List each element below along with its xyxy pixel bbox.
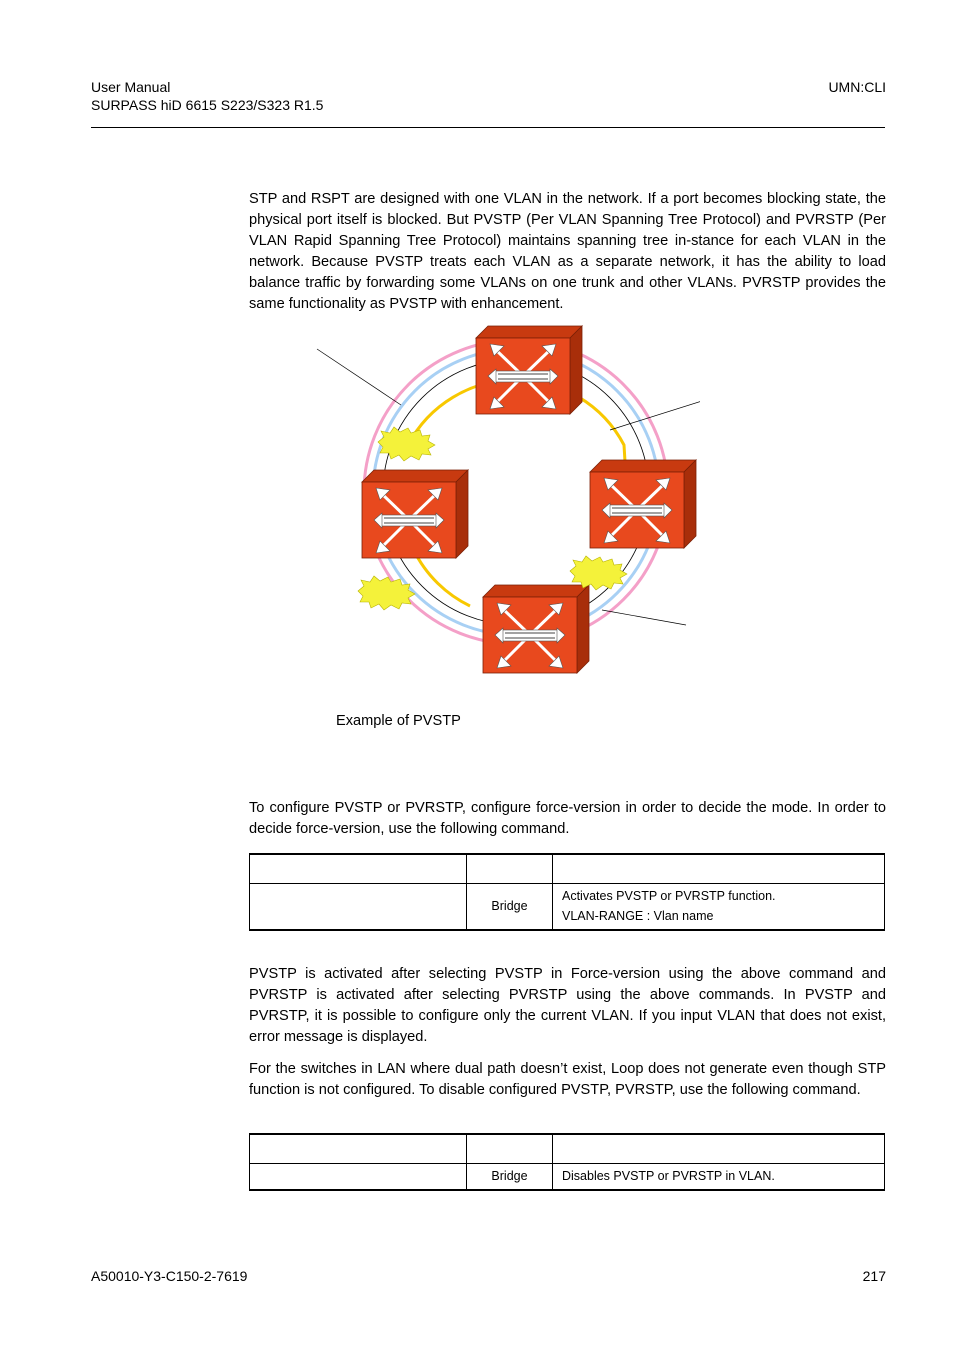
header-left (91, 78, 323, 114)
table-row (250, 1164, 885, 1190)
description-line: Activates PVSTP or PVRSTP function. (562, 889, 776, 904)
description-cell: Disables PVSTP or PVRSTP in VLAN. (553, 1164, 885, 1190)
document-number: A50010-Y3-C150-2-7619 (91, 1268, 248, 1284)
disable-paragraph: For the switches in LAN where dual path doesn’t exist, Loop does not generate even though STP function is not configured. To disable configured PVSTP, PVRSTP, use the following command. (249, 1061, 886, 1098)
command-table-activate (249, 853, 885, 931)
switch-icon (476, 326, 582, 414)
page-number: 217 (862, 1268, 886, 1284)
pvstp-diagram (300, 320, 700, 680)
command-cell (250, 1164, 467, 1190)
activation-paragraph: PVSTP is activated after selecting PVSTP in Force-version using the above command and PVRSTP is activated after selecting PVRSTP using the above commands. In PVSTP and PVRSTP, it is possible to configure only the current VLAN. If you input VLAN that does not exist, error message is displayed. (249, 966, 886, 1045)
header-command (250, 854, 467, 884)
blocked-port-burst-icon (358, 576, 415, 610)
command-table-disable (249, 1133, 885, 1191)
table-header-row (250, 854, 885, 884)
intro-paragraph: STP and RSPT are designed with one VLAN in the network. If a port becomes blocking state, the physical port itself is blocked. But PVSTP (Per VLAN Spanning Tree Protocol) and PVRSTP (Per VLAN Rapid Spanning Tree Protocol) maintains spanning tree in-stance for each VLAN in the network. Because PVSTP treats each VLAN as a separate network, it has the ability to load balance traffic by forwarding some VLANs on one trunk and other VLANs. PVRSTP provides the same functionality as PVSTP with enhancement. (249, 191, 886, 312)
header-mode (467, 1134, 553, 1164)
figure-caption: Example of PVSTP (336, 713, 461, 729)
header-mode (467, 854, 553, 884)
section-label: UMN:CLI (828, 79, 886, 95)
header-divider (91, 127, 885, 128)
description-line: VLAN-RANGE : Vlan name (562, 909, 714, 924)
manual-title: User Manual (91, 79, 171, 95)
config-paragraph: To configure PVSTP or PVRSTP, configure force-version in order to decide the mode. In order to decide force-version, use the following command. (249, 800, 886, 837)
header-command (250, 1134, 467, 1164)
header-description (553, 1134, 885, 1164)
switch-icon (590, 460, 696, 548)
blocked-port-burst-icon (378, 427, 435, 461)
mode-cell: Bridge (467, 1164, 553, 1190)
switch-icon (362, 470, 468, 558)
mode-cell: Bridge (467, 884, 553, 930)
product-title: SURPASS hiD 6615 S223/S323 R1.5 (91, 97, 324, 113)
table-row (250, 884, 885, 930)
switch-icon (483, 585, 589, 673)
command-cell (250, 884, 467, 930)
table-header-row (250, 1134, 885, 1164)
description-cell (553, 884, 885, 930)
header-description (553, 854, 885, 884)
